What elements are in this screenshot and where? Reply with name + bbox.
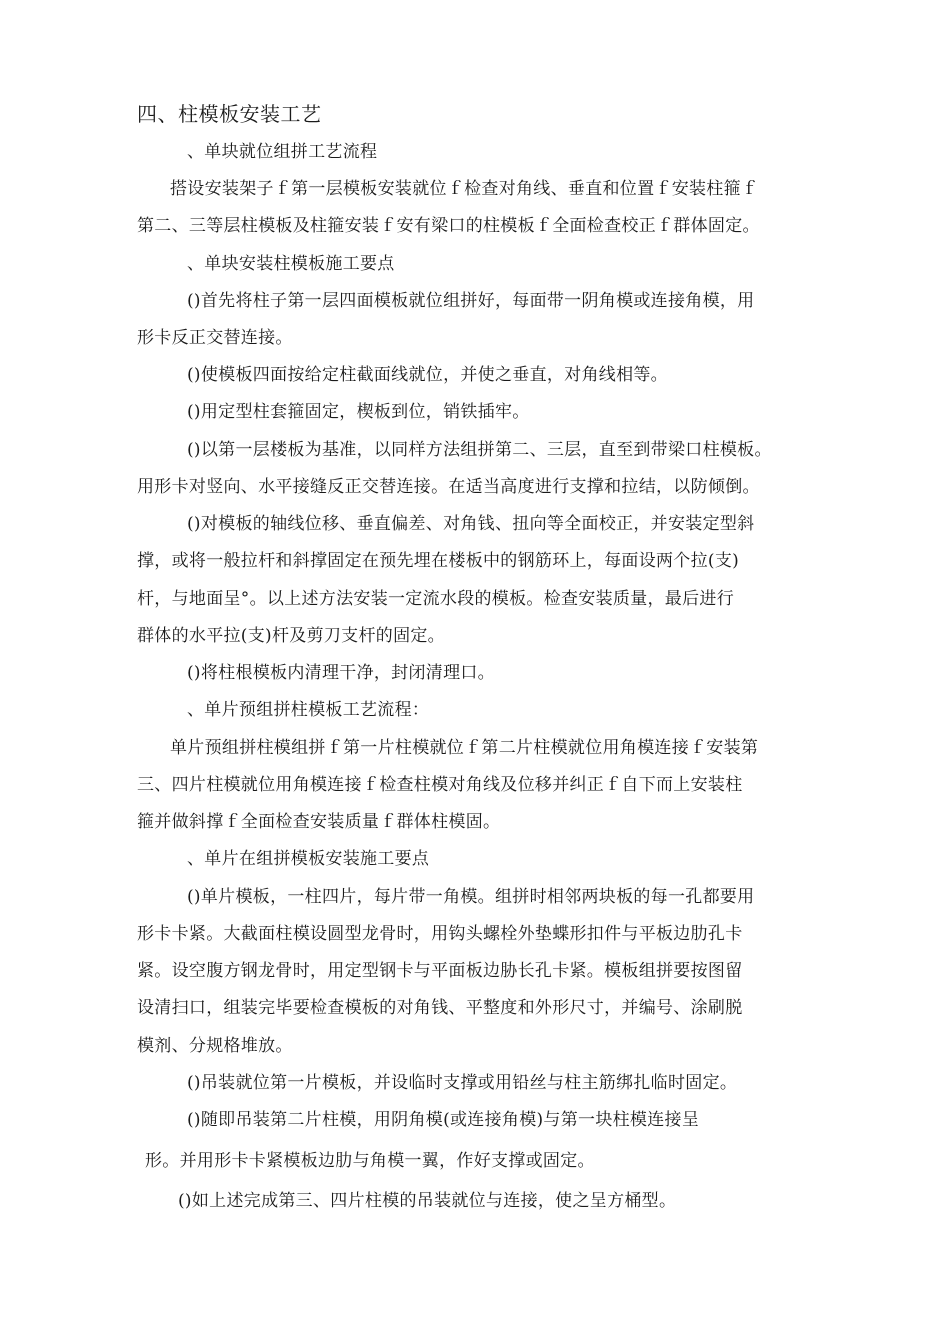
text-line: 模剂、分规格堆放。 xyxy=(137,1036,293,1056)
text-line: ()吊装就位第一片模板，并设临时支撑或用铅丝与柱主筋绑扎临时固定。 xyxy=(187,1073,738,1093)
text-line: 、单片在组拼模板安装施工要点 xyxy=(187,849,430,869)
text-line: ()如上述完成第三、四片柱模的吊装就位与连接，使之呈方桶型。 xyxy=(178,1191,677,1211)
text-line: 用形卡对竖向、水平接缝反正交替连接。在适当高度进行支撑和拉结，以防倾倒。 xyxy=(137,477,760,497)
text-line: ()单片模板，一柱四片，每片带一角模。组拼时相邻两块板的每一孔都要用 xyxy=(187,887,755,907)
text-line: 杆，与地面呈°。以上述方法安装一定流水段的模板。检查安装质量，最后进行 xyxy=(137,589,734,609)
text-line: 群体的水平拉(支)杆及剪刀支杆的固定。 xyxy=(137,626,445,646)
text-line: ()以第一层楼板为基准，以同样方法组拼第二、三层，直至到带梁口柱模板。 xyxy=(187,440,772,460)
text-line: 形卡卡紧。大截面柱模设圆型龙骨时，用钩头螺栓外垫蝶形扣件与平板边肋孔卡 xyxy=(137,924,743,944)
text-line: 三、四片柱模就位用角模连接ｆ检查柱模对角线及位移并纠正ｆ自下而上安装柱 xyxy=(137,775,743,795)
text-line: 形。并用形卡卡紧模板边肋与角模一翼，作好支撑或固定。 xyxy=(145,1151,595,1171)
text-line: 形卡反正交替连接。 xyxy=(137,328,293,348)
text-line: 搭设安装架子ｆ第一层模板安装就位ｆ检查对角线、垂直和位置ｆ安装柱箍ｆ xyxy=(170,179,759,199)
text-line: ()首先将柱子第一层四面模板就位组拼好，每面带一阴角模或连接角模，用 xyxy=(187,291,755,311)
text-line: ()将柱根模板内清理干净，封闭清理口。 xyxy=(187,663,495,683)
text-line: 、单块就位组拼工艺流程 xyxy=(187,142,378,162)
text-line: 第二、三等层柱模板及柱箍安装ｆ安有梁口的柱模板ｆ全面检查校正ｆ群体固定。 xyxy=(137,216,760,236)
text-line: 撑，或将一般拉杆和斜撑固定在预先埋在楼板中的钢筋环上，每面设两个拉(支) xyxy=(137,551,740,571)
text-line: 、单片预组拼柱模板工艺流程： xyxy=(187,700,430,720)
text-line: ()用定型柱套箍固定，楔板到位，销铁插牢。 xyxy=(187,402,530,422)
text-line: 单片预组拼柱模组拼ｆ第一片柱模就位ｆ第二片柱模就位用角模连接ｆ安装第 xyxy=(170,738,759,758)
text-line: 设清扫口，组装完毕要检查模板的对角钱、平整度和外形尺寸，并编号、涂刷脱 xyxy=(137,998,743,1018)
text-line: ()随即吊装第二片柱模，用阴角模(或连接角模)与第一块柱模连接呈 xyxy=(187,1110,700,1130)
text-line: 箍并做斜撑ｆ全面检查安装质量ｆ群体柱模固。 xyxy=(137,812,501,832)
text-line: 紧。设空腹方钢龙骨时，用定型钢卡与平面板边胁长孔卡紧。模板组拼要按图留 xyxy=(137,961,743,981)
text-line: 、单块安装柱模板施工要点 xyxy=(187,254,395,274)
text-line: ()使模板四面按给定柱截面线就位，并使之垂直，对角线相等。 xyxy=(187,365,668,385)
section-heading: 四、柱模板安装工艺 xyxy=(137,102,322,126)
text-line: ()对模板的轴线位移、垂直偏差、对角钱、扭向等全面校正，并安装定型斜 xyxy=(187,514,755,534)
